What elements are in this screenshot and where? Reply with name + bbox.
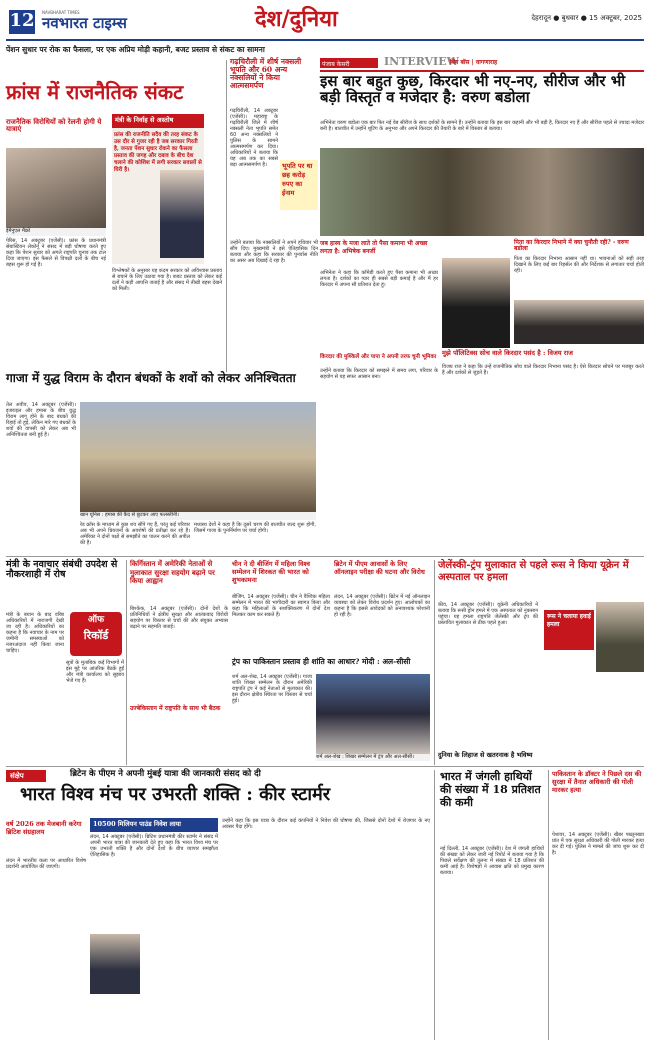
- paper-name: नवभारत टाइम्स: [42, 14, 127, 32]
- divider-starmer-elephant: [434, 770, 435, 1040]
- zelensky-photo: [596, 602, 644, 672]
- gaza-headline: गाजा में युद्ध विराम के दौरान बंधकों के शवों को लेकर अनिश्चितता: [6, 371, 296, 385]
- interview-q4-body: विजय राज ने कहा कि उन्हें राजनीतिक सोच वाले किरदार निभाना पसंद है। ऐसे किरदार सोचने पर मजबूर करते हैं और दर्शकों से जुड़ते हैं।: [442, 364, 644, 376]
- naxal-headline: गढ़चिरौली में शीर्ष नक्सली भूपति और 60 अन्य नक्सलियों ने किया आत्मसमर्पण: [230, 57, 302, 90]
- starmer-kicker: ब्रिटेन के पीएम ने अपनी मुंबई यात्रा की जानकारी संसद को दी: [70, 769, 261, 779]
- kyrgyz-sub: उज्बेकिस्तान में राष्ट्रपति के साथ भी बैठक: [130, 705, 221, 712]
- france-body-2: विश्लेषकों के अनुसार यह कदम सरकार को अविश्वास प्रस्ताव से बचाने के लिए उठाया गया है। बजट प्रस्ताव को लेकर कई दलों ने कड़ी आपत्ति जताई है और संसद में तीखी बहस देखने को मिली।: [112, 268, 222, 292]
- interview-headline: इस बार बहुत कुछ, किरदार भी नए-नए, सीरीज और भी बड़ी विस्तृत व मजेदार है: वरुण बडोला: [320, 72, 626, 106]
- brief-tag: संक्षेप: [6, 770, 46, 782]
- interview-q1-body: अभिनेता ने कहा कि कॉमेडी करते हुए पैसा कमाना भी अच्छा लगता है। दर्शकों का प्यार ही सबसे बड़ी कमाई है और मैं हर किरदार में अपना सौ प्रतिशत देता हूं।: [320, 270, 438, 288]
- vijay-raaz-photo: [514, 300, 644, 344]
- gaza-photo: [80, 402, 316, 512]
- gaza-body-1: तेल अवीव, 14 अक्टूबर (एजेंसी)। इजराइल और हमास के बीच युद्ध विराम लागू होने के बाद बंधकों की रिहाई तो हुई, लेकिन मारे गए बंधकों के शवों की वापसी को लेकर अब भी अनिश्चितता बनी हुई है।: [6, 402, 76, 438]
- trump-caption: शर्म अल-शेख : शिखर सम्मेलन में ट्रंप और अल-सीसी।: [316, 754, 430, 761]
- france-kicker: पेंशन सुधार पर रोक का फैसला, पर एक अप्रिय मोड़ी कहानी, बजट प्रस्ताव से संकट का सामना: [6, 45, 265, 54]
- off-record-top: ऑफ: [87, 615, 105, 625]
- elephant-body: नई दिल्ली, 14 अक्टूबर (एजेंसी)। देश में जंगली हाथियों की संख्या को लेकर जारी नई रिपोर्ट में बताया गया है कि पिछले सर्वेक्षण की तुलना में संख्या में 18 प्रतिशत की कमी आई है। विशेषज्ञों ने आवास क्षति को प्रमुख कारण बताया।: [440, 846, 544, 876]
- interview-tag-mid: INTERVIEW: [384, 55, 459, 68]
- interview-q2-body: उन्होंने बताया कि किरदार को समझने में समय लगा, परिवार के सहयोग से यह सफर आसान बना।: [320, 368, 438, 380]
- kyrgyz-body: बिश्केक, 14 अक्टूबर (एजेंसी)। दोनों देशों के प्रतिनिधियों ने क्षेत्रीय सुरक्षा और आतंकवाद विरोधी सहयोग पर विस्तार से चर्चा की और संयुक्त अभ्यास बढ़ाने पर सहमति जताई।: [130, 606, 228, 630]
- interview-photo-strip: [320, 148, 644, 236]
- section-title: देश/दुनिया: [255, 6, 338, 32]
- gaza-body-3: मध्यस्थ देशों ने कहा है कि दूसरे चरण की बातचीत जल्द शुरू होगी, जिसमें गाजा के पुनर्निर्माण पर चर्चा होगी।: [194, 522, 316, 534]
- britain-body: लंदन, 14 अक्टूबर (एजेंसी)। ब्रिटेन में नई ऑनलाइन व्यवस्था को लेकर विरोध प्रदर्शन हुए। आलोचकों का कहना है कि इससे आवेदकों को अनावश्यक परेशानी हो रही है।: [334, 594, 430, 618]
- zelensky-headline: जेलेंस्की-ट्रंप मुलाकात से पहले रूस ने किया यूक्रेन में अस्पताल पर हमला: [438, 560, 629, 583]
- interview-tag-left: पंजाब केसरी: [320, 58, 378, 68]
- trump-body: शर्म अल-शेख, 14 अक्टूबर (एजेंसी)। गाजा शांति शिखर सम्मेलन के दौरान अमेरिकी राष्ट्रपति ट्रंप ने कई नेताओं से मुलाकात की। इस दौरान क्षेत्रीय स्थिरता पर विस्तार से चर्चा हुई।: [232, 674, 312, 704]
- minister-headline: मंत्री के नवाचार संबंधी उपदेश से नौकरशाही में रोष: [6, 559, 118, 580]
- zelensky-quote: रूस ने चलाया हवाई हमला: [544, 610, 594, 650]
- starmer-headline: भारत विश्व मंच पर उभरती शक्ति : कीर स्टार्मर: [20, 784, 331, 805]
- starmer-body: लंदन, 14 अक्टूबर (एजेंसी)। ब्रिटिश प्रधानमंत्री कीर स्टार्मर ने संसद में अपनी भारत यात्रा की जानकारी देते हुए कहा कि भारत विश्व मंच पर एक उभरती शक्ति है और दोनों देशों के बीच व्यापार समझौता ऐतिहासिक है।: [90, 834, 218, 858]
- france-body-1: पेरिस, 14 अक्टूबर (एजेंसी)। फ्रांस के प्रधानमंत्री सेबास्टियन लेकोर्नू ने संसद में बड़ी घोषणा करते हुए कहा कि पेंशन सुधार को अगले राष्ट्रपति चुनाव तक टाल दिया जाएगा। इस फैसले से विपक्षी दलों के बीच नई बहस शुरू हो गई है।: [6, 238, 106, 268]
- france-box-title: मंत्री के निर्वाह से अस्तोष: [112, 114, 204, 128]
- interview-q2-title: किरदार की मुश्किलें और पापा ने अपनी तरफ चुनी भूमिका: [320, 354, 437, 360]
- china-headline: चीन ने दी बीजिंग में महिला विश्व सम्मेलन में शिरकत की भारत को शुभकामना: [232, 560, 310, 584]
- china-body: बीजिंग, 14 अक्टूबर (एजेंसी)। चीन ने वैश्विक महिला सम्मेलन में भारत की भागीदारी का स्वागत किया और कहा कि महिलाओं के सशक्तिकरण में दोनों देश मिलकर काम कर सकते हैं।: [232, 594, 330, 618]
- starmer-body-2: उन्होंने कहा कि इस यात्रा के दौरान कई कंपनियों ने निवेश की घोषणा की, जिससे दोनों देशों में रोजगार के नए अवसर पैदा होंगे।: [222, 818, 430, 830]
- masthead-rule: [6, 39, 644, 41]
- naxal-body-2: उन्होंने बताया कि नक्सलियों ने अपने हथियार भी सौंप दिए। मुख्यमंत्री ने इसे ऐतिहासिक दिन बताया और कहा कि सरकार की पुनर्वास नीति का असर अब दिखाई दे रहा है।: [230, 240, 318, 264]
- starmer-photo: [90, 934, 140, 994]
- divider-d-e: [434, 560, 435, 765]
- france-box-text: फ्रांस की राजनीति सदैव की तरह संकट के उस दौर से गुजर रही है जब सरकार गिरती है, जनता पेंशन सुधार रोकने का फैसला प्रस्ताव की जगह और दबाव के बीच देश चलाने की कोशिश में लगी सरकार सवालों से घिरी है।: [114, 132, 202, 173]
- left-brief-body: लंदन में भारतीय कला पर आधारित विशेष प्रदर्शनी आयोजित की जाएगी।: [6, 858, 86, 870]
- minister-body-2: सूत्रों के मुताबिक कई विभागों में इस मुद्दे पर आंतरिक बैठकें हुईं और मंत्री कार्यालय को सुझाव भेजे गए हैं।: [66, 660, 124, 684]
- naxal-body-1: गढ़चिरौली, 14 अक्टूबर (एजेंसी)। महाराष्ट्र के गढ़चिरौली जिले में शीर्ष नक्सली नेता भूपति समेत 60 अन्य नक्सलियों ने पुलिस के सामने आत्मसमर्पण कर दिया। अधिकारियों ने बताया कि यह अब तक का सबसे बड़ा आत्मसमर्पण है।: [230, 108, 278, 168]
- elephant-headline: भारत में जंगली हाथियों की संख्या में 18 प्रतिशत की कमी: [440, 770, 541, 809]
- naxal-pull-quote: भूपति पर था छह करोड़ रुपए का ईनाम: [280, 160, 318, 210]
- masthead: [0, 0, 650, 44]
- trump-photo: [316, 674, 430, 754]
- duniya-sub: दुनिया के लिहाज से खतरनाक है भविष्य: [438, 751, 533, 759]
- trump-headline: ट्रंप का पाकिस्तान प्रस्ताव ही शांति का आधार? मोदी : अल-सीसी: [232, 657, 411, 666]
- off-record-bottom: रिकॉर्ड: [83, 629, 109, 642]
- starmer-sub: 10500 मिलियन पाउंड निवेश लाया: [90, 818, 218, 832]
- gaza-photo-caption: खान यूनिस : हमास की कैद से छूटकर आए फलस्तीनी।: [80, 512, 316, 520]
- varun-photo: [442, 258, 510, 348]
- divider-france-naxal: [226, 60, 227, 372]
- zelensky-body: कीव, 14 अक्टूबर (एजेंसी)। यूक्रेनी अधिकारियों ने बताया कि रूसी ड्रोन हमले में एक अस्पताल को नुकसान पहुंचा। यह हमला राष्ट्रपति जेलेंस्की और ट्रंप की प्रस्तावित मुलाकात से ठीक पहले हुआ।: [438, 602, 538, 626]
- interview-body: अभिनेता वरुण बडोला एक बार फिर नई वेब सीरीज के साथ दर्शकों के सामने हैं। उन्होंने बताया कि इस बार कहानी और भी बड़ी है, किरदार नए हैं और सीरीज पहले से ज्यादा मजेदार बनी है। बातचीत में उन्होंने शूटिंग के अनुभव और अपने किरदार की तैयारी के बारे में विस्तार से बताया।: [320, 120, 644, 132]
- page-number: 12: [9, 10, 35, 31]
- divider-bottom: [6, 766, 644, 767]
- interview-q3-body: पिता का किरदार निभाना आसान नहीं था। भावनाओं को सही तरह दिखाने के लिए कई बार रिहर्सल की और निर्देशक से लगातार चर्चा होती रही।: [514, 256, 644, 274]
- france-photo-left-caption: ईमैनुएल मैक्रो: [6, 228, 106, 236]
- kyrgyz-headline: किर्गिस्तान में अमेरिकी नेताओं से मुलाकात सुरक्षा सहयोग बढ़ाने पर किया आह्वान: [130, 559, 215, 585]
- gaza-body-2: रेड क्रॉस के माध्यम से कुछ शव सौंपे गए हैं, परंतु कई परिवार अब भी अपने प्रियजनों के अवशेषों की प्रतीक्षा कर रहे हैं। अमेरिका ने दोनों पक्षों से समझौते का पालन करने की अपील की है।: [80, 522, 190, 546]
- france-headline: फ्रांस में राजनैतिक संकट: [6, 80, 184, 104]
- left-brief-headline: वर्ष 2026 तक मेजबानी करेगा ब्रिटिश संग्रहालय: [6, 820, 82, 836]
- interview-q4-title: मुझे पॉलिटिक्स सोच वाले किरदार पसंद है : विजय राज: [442, 349, 573, 357]
- france-photo-left: [6, 148, 106, 228]
- interview-tag-right: बिग बॉस | वागणाराह: [450, 59, 498, 66]
- interview-q3-title: पिता का किरदार निभाने में क्या चुनौती रही? - वरुण बडोला: [514, 239, 629, 253]
- france-subhead: राजनैतिक विरोधियों को रेलनी होगी ये यात्राएं: [6, 117, 102, 134]
- pak-headline: पाकिस्तान के डॉक्टर ने पिछले दस की सुरक्षा में तैनात अधिकारी की गोली मारकर हत्या: [552, 770, 642, 794]
- interview-q1-title: जब हास्य के मजा लाते तो पैसा कमाना भी अच्छा लगता है: अभिषेक बनर्जी: [320, 240, 428, 255]
- minister-body-1: मंत्री के बयान के बाद वरिष्ठ अधिकारियों में नाराजगी देखी जा रही है। अधिकारियों का कहना है कि नवाचार के नाम पर जमीनी समस्याओं को नजरअंदाज नहीं किया जाना चाहिए।: [6, 612, 64, 654]
- pak-body: पेशावर, 14 अक्टूबर (एजेंसी)। खैबर पख्तूनख्वा प्रांत में एक सुरक्षा अधिकारी की गोली मारकर हत्या कर दी गई। पुलिस ने मामले की जांच शुरू कर दी है।: [552, 832, 644, 856]
- date-line: देहरादून ● बुधवार ● 15 अक्टूबर, 2025: [531, 14, 642, 22]
- divider-row3: [6, 556, 644, 557]
- macron-photo: [160, 170, 204, 258]
- divider-a-b: [126, 560, 127, 765]
- paper-small-name: NAVBHARAT TIMES: [42, 10, 80, 15]
- divider-elephant-pak: [548, 770, 549, 1040]
- britain-headline: ब्रिटेन में पीएम आवासों के लिए ऑनलाइन परीक्षा की घटना और विरोध: [334, 560, 425, 576]
